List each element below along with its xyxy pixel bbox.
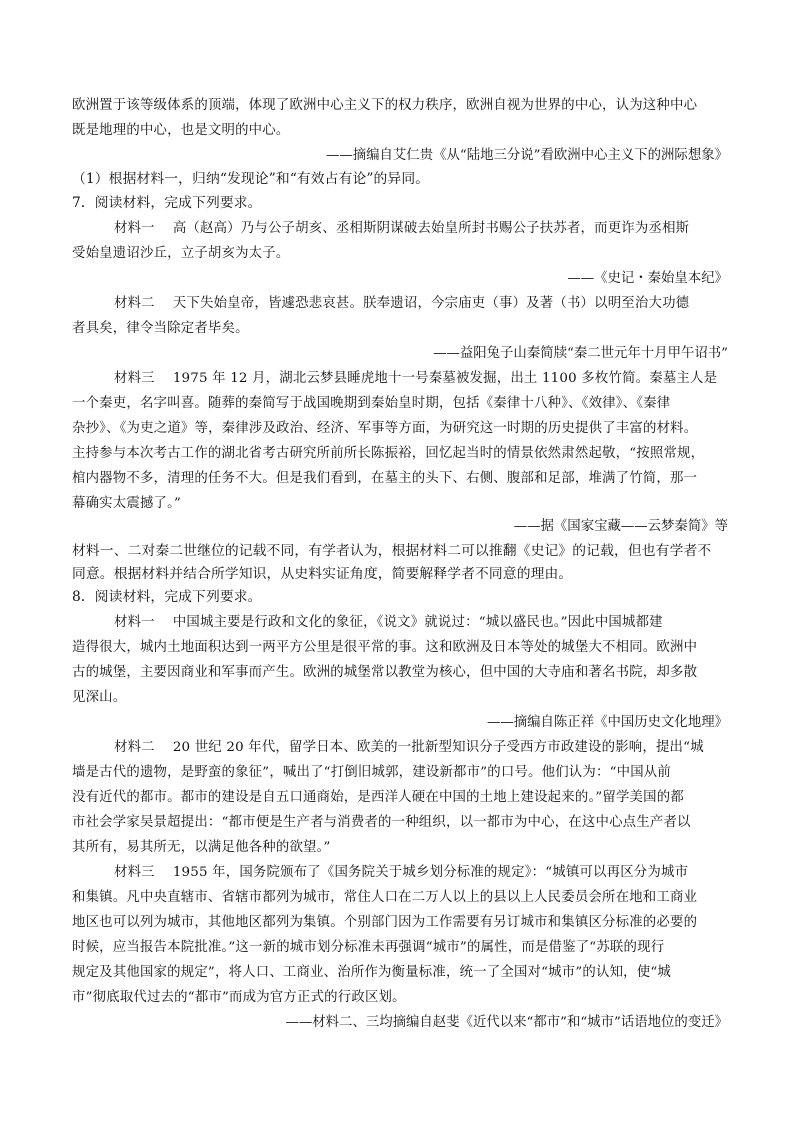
material-line: 者具矣，律令当除定者毕矣。 [72,321,249,336]
material-line: 材料二 20 世纪 20 年代，留学日本、欧美的一批新型知识分子受西方市政建设的影响，提出“城 [114,740,704,755]
question-heading: 8．阅读材料，完成下列要求。 [72,589,262,605]
source-citation: ——材料二、三均摘编自赵斐《近代以来“都市”和“城市”话语地位的变迁》 [285,1015,728,1030]
material-line: 杂抄》、《为吏之道》等，秦律涉及政治、经济、军事等方面，为研究这一时期的历史提供了丰富的材料。 [72,421,698,436]
source-citation: ——益阳兔子山秦简牍“秦二世元年十月甲午诏书” [433,346,728,361]
material-line: 材料三 1955 年，国务院颁布了《国务院关于城乡划分标准的规定》：“城镇可以再区分为城市 [114,865,689,880]
material-line: 受始皇遗诏沙丘，立子胡亥为太子。 [72,246,290,261]
material-line: 主持参与本次考古工作的湖北省考古研究所前所长陈振裕，回忆起当时的情景依然肃然起敬，“按照常规， [72,446,705,461]
material-line: 材料二 天下失始皇帝，皆遽恐悲哀甚。朕奉遗诏，今宗庙吏（事）及著（书）以明至治大功德 [114,296,690,311]
material-line: 其所有，易其所无，以满足他各种的欲望。” [72,840,331,855]
source-citation: ——据《国家宝藏——云梦秦简》等 [513,519,728,534]
material-line: 造得很大，城内土地面积达到一两平方公里是很平常的事。这和欧洲及日本等处的城堡大不相同。欧洲中 [72,640,698,655]
question-heading: 7．阅读材料，完成下列要求。 [72,195,262,211]
material-line: 市社会学家吴景超提出：“都市便是生产者与消费者的一种组织，以一都市为中心，在这中心点生产者以 [72,815,691,830]
material-line: 幕确实太震撼了。” [72,496,182,511]
source-citation: ——摘编自艾仁贵《从“陆地三分说”看欧洲中心主义下的洲际想象》 [325,148,728,163]
question-text: 同意。根据材料并结合所学知识，从史料实证角度，简要解释学者不同意的理由。 [72,566,573,582]
material-line: 材料三 1975 年 12 月，湖北云梦县睡虎地十一号秦墓被发掘，出土 1100 多枚竹简。秦墓主人是 [114,371,718,386]
material-line: 材料一 高（赵高）乃与公子胡亥、丞相斯阴谋破去始皇所封书赐公子扶苏者，而更诈为丞相斯 [114,221,690,236]
material-line: 规定及其他国家的规定”，将人口、工商业、治所作为衡量标准，统一了全国对“城市”的认知，使“城 [72,965,671,980]
material-line: 市”彻底取代过去的“都市”而成为官方正式的行政区划。 [72,990,406,1005]
material-line: 棺内器物不多，清理的任务不大。但是我们看到，在墓主的头下、右侧、腹部和足部，堆满了竹简，那一 [72,471,698,486]
material-line: 材料一 中国城主要是行政和文化的象征，《说文》就说过：“城以盛民也。”因此中国城都建 [114,615,663,630]
question-text: 材料一、二对秦二世继位的记载不同，有学者认为，根据材料二可以推翻《史记》的记载，但也有学者不 [72,543,712,559]
text-line: 既是地理的中心，也是文明的中心。 [72,123,290,138]
material-line: 地区也可以列为城市，其他地区都列为集镇。个别部门因为工作需要有另订城市和集镇区分标准的必要的 [72,915,698,930]
material-line: 时候，应当报告本院批准。”这一新的城市划分标准未再强调“城市”的属性，而是借鉴了“苏联的现行 [72,940,665,955]
material-line: 古的城堡，主要因商业和军事而产生。欧洲的城堡常以教堂为核心，但中国的大寺庙和著名书院，却多散 [72,665,698,680]
text-line: 欧洲置于该等级体系的顶端，体现了欧洲中心主义下的权力秩序，欧洲自视为世界的中心，认为这种中心 [72,98,698,113]
question-text: （1）根据材料一，归纳“发现论”和“有效占有论”的异同。 [72,171,430,187]
source-citation: ——摘编自陈正祥《中国历史文化地理》 [486,715,728,730]
material-line: 墙是古代的遗物，是野蛮的象征”，喊出了“打倒旧城郭，建设新都市”的口号。他们认为：“中国从前 [72,765,671,780]
material-line: 一个秦吏，名字叫喜。随葬的秦简写于战国晚期到秦始皇时期，包括《秦律十八种》、《效律》、《秦律 [72,396,671,411]
material-line: 和集镇。凡中央直辖市、省辖市都列为城市，常住人口在二万人以上的县以上人民委员会所在地和工商业 [72,890,698,905]
source-citation: ——《史记・秦始皇本纪》 [567,271,728,286]
material-line: 见深山。 [72,690,127,705]
material-line: 没有近代的都市。都市的建设是自五口通商始，是西洋人硬在中国的土地上建设起来的。”留学美国的都 [72,790,684,805]
